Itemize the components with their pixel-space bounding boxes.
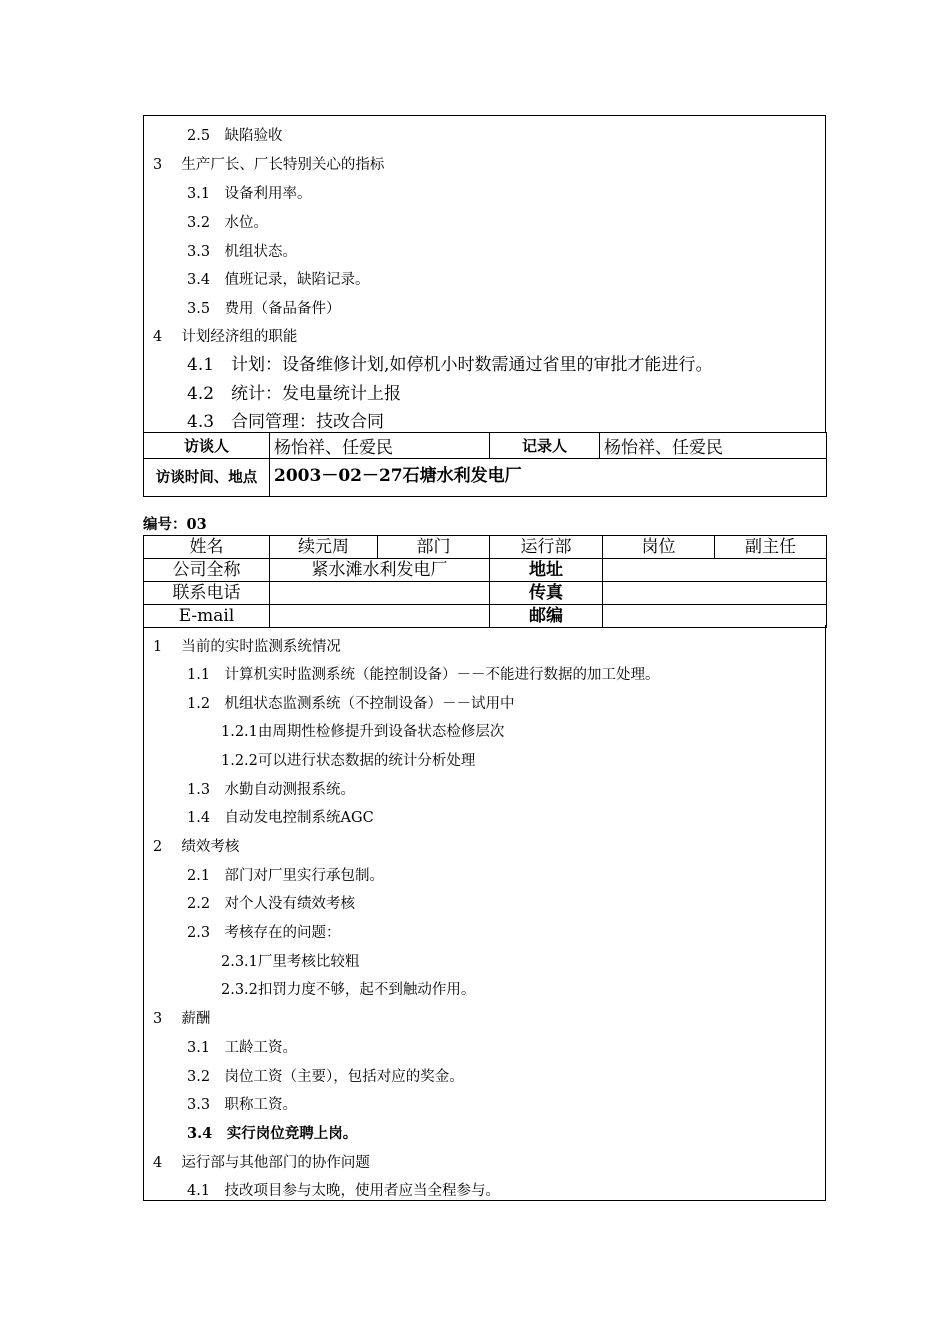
name-label: 姓名 <box>144 536 270 559</box>
phone-value <box>270 582 490 605</box>
address-label: 地址 <box>490 559 603 582</box>
note-line: 1.2.2可以进行状态数据的统计分析处理 <box>221 753 476 769</box>
note-line: 3.2 岗位工资（主要），包括对应的奖金。 <box>187 1069 464 1085</box>
post-label: 岗位 <box>603 536 715 559</box>
note-line: 3.1 工龄工资。 <box>187 1040 298 1056</box>
name-value: 续元周 <box>270 536 378 559</box>
note-line: 4.1 计划：设备维修计划,如停机小时数需通过省里的审批才能进行。 <box>187 355 713 375</box>
dept-label: 部门 <box>378 536 490 559</box>
interviewer-value: 杨怡祥、任爱民 <box>270 433 490 459</box>
note-line: 3.5 费用（备品备件） <box>187 301 341 317</box>
note-line: 2.3 考核存在的问题： <box>187 925 341 941</box>
note-line: 2.3.2扣罚力度不够，起不到触动作用。 <box>221 982 476 998</box>
note-line: 2.3.1厂里考核比较粗 <box>221 954 360 970</box>
company-label: 公司全称 <box>144 559 270 582</box>
note-line: 3 薪酬 <box>153 1011 211 1027</box>
recorder-label: 记录人 <box>490 433 600 459</box>
note-line: 2.2 对个人没有绩效考核 <box>187 896 356 912</box>
address-value <box>603 559 827 582</box>
note-line: 1 当前的实时监测系统情况 <box>153 639 341 655</box>
email-label: E-mail <box>144 605 270 628</box>
company-value: 紧水滩水利发电厂 <box>270 559 490 582</box>
post-value: 副主任 <box>715 536 827 559</box>
note-line: 4 计划经济组的职能 <box>153 329 298 345</box>
note-line: 1.2.1由周期性检修提升到设备状态检修层次 <box>221 724 505 740</box>
recorder-value: 杨怡祥、任爱民 <box>600 433 827 459</box>
note-line: 1.3 水勤自动测报系统。 <box>187 782 356 798</box>
note-line: 2.5 缺陷验收 <box>187 128 283 144</box>
fax-value <box>603 582 827 605</box>
note-line: 3.2 水位。 <box>187 215 269 231</box>
note-line: 3.1 设备利用率。 <box>187 186 312 202</box>
time-place-label: 访谈时间、地点 <box>144 459 270 497</box>
zip-label: 邮编 <box>490 605 603 628</box>
note-line: 3.3 职称工资。 <box>187 1097 298 1113</box>
note-line: 4.1 技改项目参与太晚，使用者应当全程参与。 <box>187 1183 501 1199</box>
note-line-emphasis: 3.4 实行岗位竞聘上岗。 <box>187 1125 358 1142</box>
note-line: 1.2 机组状态监测系统（不控制设备）－－试用中 <box>187 696 515 712</box>
fax-label: 传真 <box>490 582 603 605</box>
note-line: 4.3 合同管理：技改合同 <box>187 412 385 432</box>
note-line: 3.4 值班记录，缺陷记录。 <box>187 272 370 288</box>
time-place-value: 2003－02－27石塘水利发电厂 <box>270 459 827 497</box>
note-line: 4 运行部与其他部门的协作问题 <box>153 1155 370 1171</box>
record-number: 编号：03 <box>143 516 207 533</box>
note-line: 4.2 统计：发电量统计上报 <box>187 384 402 404</box>
interview-info-table <box>143 432 827 497</box>
note-line: 2 绩效考核 <box>153 839 240 855</box>
profile-table <box>143 535 827 628</box>
dept-value: 运行部 <box>490 536 603 559</box>
phone-label: 联系电话 <box>144 582 270 605</box>
note-line: 1.1 计算机实时监测系统（能控制设备）－－不能进行数据的加工处理。 <box>187 667 660 683</box>
note-line: 3 生产厂长、厂长特别关心的指标 <box>153 157 385 173</box>
note-line: 2.1 部门对厂里实行承包制。 <box>187 868 385 884</box>
note-line: 1.4 自动发电控制系统AGC <box>187 810 374 826</box>
note-line: 3.3 机组状态。 <box>187 244 298 260</box>
interviewer-label: 访谈人 <box>144 433 270 459</box>
